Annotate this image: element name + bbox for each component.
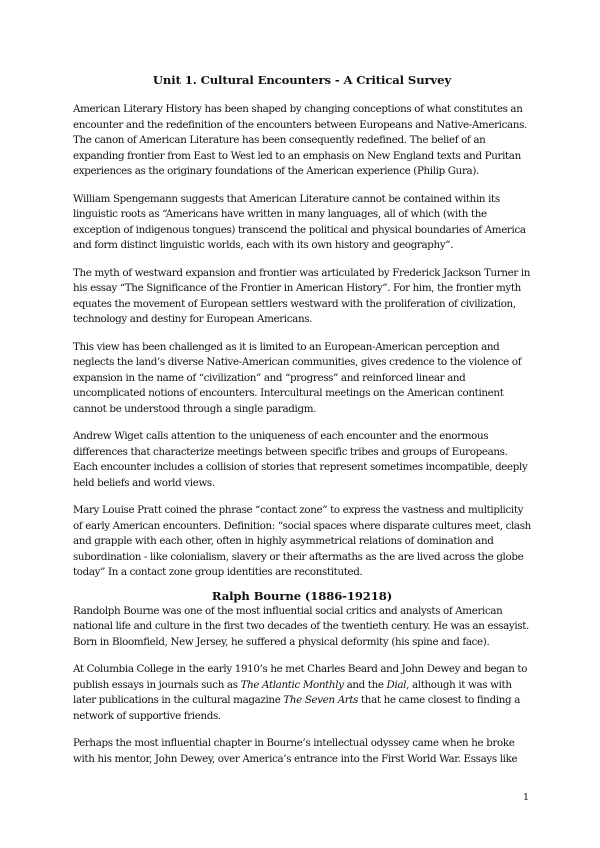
paragraph-bourne-intro: Randolph Bourne was one of the most influential social critics and analysts of American national life and culture in the first two decades of the twentieth century. He was an essayist. Born in Bloomfield, New Jersey, he suffered a physical deformity (his spine and face).: [73, 604, 529, 648]
text-segment: and the: [343, 678, 387, 691]
journal-title-atlantic: The Atlantic Monthly: [240, 678, 344, 691]
text-segment: , although it was with later publications in the cultural magazine: [73, 678, 512, 706]
journal-title-dial: Dial: [386, 678, 407, 691]
paragraph-literary-history: American Literary History has been shaped by changing conceptions of what constitutes an encounter and the redefinition of the encounters between Europeans and Native-Americans. The canon of American Literature has been consequently redefined. The belief of an expanding frontier from East to West led to an emphasis on New England texts and Puritan experiences as the originary foundations of the American experience (Philip Gura).: [73, 103, 527, 177]
paragraph-spengemann: William Spengemann suggests that American Literature cannot be contained within its linguistic roots as “Americans have written in many languages, all of which (with the exception of indigenous tongues) transcend the political and physical boundaries of America and form distinct linguistic worlds, each with its own history and geography”.: [73, 192, 526, 251]
text-segment: that he came closest to finding a network of supportive friends.: [73, 694, 521, 722]
section-heading: Ralph Bourne (1886-19218): [211, 588, 393, 603]
paragraph-turner: The myth of westward expansion and frontier was articulated by Frederick Jackson Turner in his essay “The Significance of the Frontier in American History”. For him, the frontier myth equates the movement of European settlers westward with the proliferation of civilization, technology and destiny for European Americans.: [73, 266, 531, 325]
page-title: Unit 1. Cultural Encounters - A Critical Survey: [152, 73, 452, 87]
page-number: 1: [523, 792, 530, 803]
paragraph-bourne-dewey: Perhaps the most influential chapter in Bourne’s intellectual odyssey came when he broke with his mentor, John Dewey, over America’s entrance into the First World War. Essays like: [73, 737, 518, 765]
document-body: [73, 72, 531, 779]
paragraph-challenge: This view has been challenged as it is limited to an European-American perception and neglects the land’s diverse Native-American communities, gives credence to the violence of expansion in the name of “civilization” and “progress” and reinforced linear and uncomplicated notions of encounters. Intercultural meetings on the American continent cannot be understood through a single paradigm.: [73, 340, 522, 415]
paragraph-bourne-columbia: [73, 662, 531, 724]
text-segment: At Columbia College in the early 1910’s he met Charles Beard and John Dewey and began to publish essays in journals such as: [73, 663, 528, 691]
paragraph-wiget: Andrew Wiget calls attention to the uniqueness of each encounter and the enormous differences that characterize meetings between specific tribes and groups of Europeans. Each encounter includes a collision of stories that represent sometimes incompatible, deeply held beliefs and world views.: [73, 430, 528, 489]
magazine-title-seven-arts: The Seven Arts: [283, 694, 359, 706]
paragraph-pratt: Mary Louise Pratt coined the phrase “contact zone” to express the vastness and multiplicity of early American encounters. Definition: “social spaces where disparate cultures meet, clash and grapple with each other, often in highly asymmetrical relations of domination and subordination - like colonialism, slavery or their aftermaths as the are lived across the globe today” In a contact zone group identities are reconstituted.: [73, 504, 531, 578]
